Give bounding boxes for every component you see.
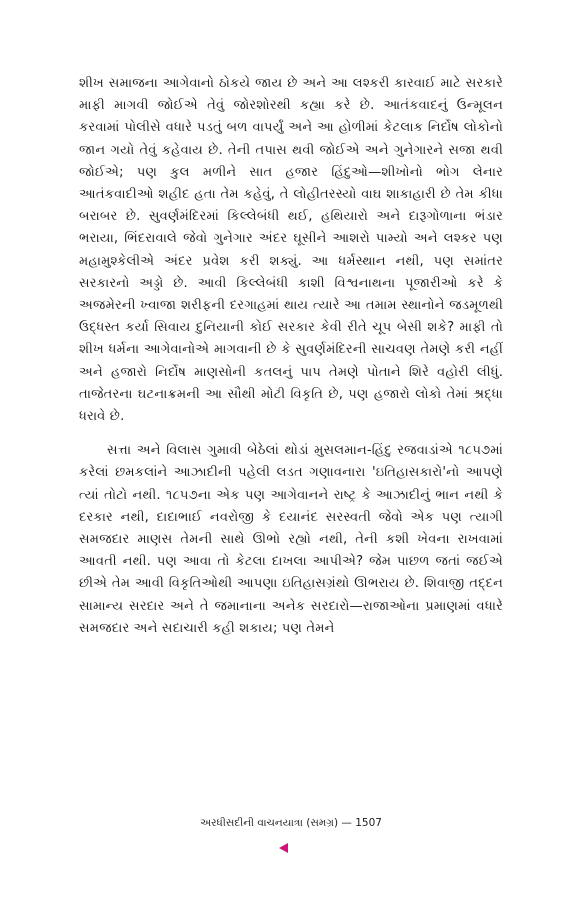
page-footer: અરધીસદીની વાચનયાત્રા (સમગ્ર) — 1507 bbox=[200, 817, 382, 829]
page-body bbox=[79, 73, 503, 640]
body-paragraph-1: શીખ સમાજના આગેવાનો ઠોકયે જાય છે અને આ લશ્કરી કારવાઈ માટે સરકારે માફી માગવી જોઈએ તેવું જોરશોરથી કહ્યા કરે છે. આતંકવાદનું ઉન્મૂલન કરવામાં પોલીસે વધારે પડતું બળ વાપર્યું અને આ હોળીમાં કેટલાક નિર્દોષ લોકોનો જાન ગયો તેવું કહેવાય છે. તેની તપાસ થવી જોઈએ અને ગુનેગારને સજા થવી જોઈએ; પણ કુલ મળીને સાત હજાર હિંદુઓ—શીખોનો ભોગ લેનાર આતંકવાદીઓ શહીદ હતા તેમ કહેવું, તે લોહીતરસ્યો વાઘ શાકાહારી છે તેમ કીધા બરાબર છે. સુવર્ણમંદિરમાં કિલ્લેબંધી થઈ, હથિયારો અને દારૂગોળાના ભંડાર ભરાયા, ભિંદરાવાલે જેવો ગુનેગાર અંદર ઘૂસીને આશરો પામ્યો અને લશ્કર પણ મહામુશ્કેલીએ અંદર પ્રવેશ કરી શક્યું. આ ધર્મસ્થાન નથી, પણ સમાંતર સરકારનો અડ્ડો છે. આવી કિલ્લેબંધી કાશી વિશ્વનાથના પૂજારીઓ કરે કે અજમેરની ખ્વાજા શરીફની દરગાહમાં થાય ત્યારે આ તમામ સ્થાનોને જડમૂળથી ઉદ્ધસ્ત કર્યા સિવાય દુનિયાની કોઈ સરકાર કેવી રીતે ચૂપ બેસી શકે? માફી તો શીખ ધર્મના આગેવાનોએ માગવાની છે કે સુવર્ણમંદિરની સાચવણ તેમણે કરી નહીં અને હજારો નિર્દોષ માણસોની કતલનું પાપ તેમણે પોતાને શિરે વહોરી લીધું. તાજેતરના ઘટનાક્રમની આ સૌથી મોટી વિકૃતિ છે, પણ હજારો લોકો તેમાં શ્રદ્ધા ધરાવે છે. bbox=[79, 76, 503, 425]
previous-page-arrow-icon[interactable] bbox=[279, 843, 288, 853]
body-paragraph-2: સત્તા અને વિલાસ ગુમાવી બેઠેલાં થોડાં મુસલમાન-હિંદુ રજવાડાંએ ૧૮૫૭માં કરેલાં છમકલાંને આઝાદીની પહેલી લડત ગણાવનારા 'ઇતિહાસકારો'નો આપણે ત્યાં તોટો નથી. ૧૮૫૭ના એક પણ આગેવાનને રાષ્ટ્ર કે આઝાદીનું ભાન નથી કે દરકાર નથી, દાદાભાઈ નવરોજી કે દયાનંદ સરસ્વતી જેવો એક પણ ત્યાગી સમજદાર માણસ તેમની સાથે ઊભો રહ્યો નથી, તેની કશી ખેવના રાખવામાં આવતી નથી. પણ આવા તો કેટલા દાખલા આપીએ? જેમ પાછળ જતાં જઈએ છીએ તેમ આવી વિકૃતિઓથી આપણા ઇતિહાસગ્રંથો ઊભરાય છે. શિવાજી તદ્દન સામાન્ય સરદાર અને તે જમાનાના અનેક સરદારો—રાજાઓના પ્રમાણમાં વધારે સમજદાર અને સદાચારી કહી શકાય; પણ તેમને bbox=[79, 443, 503, 636]
